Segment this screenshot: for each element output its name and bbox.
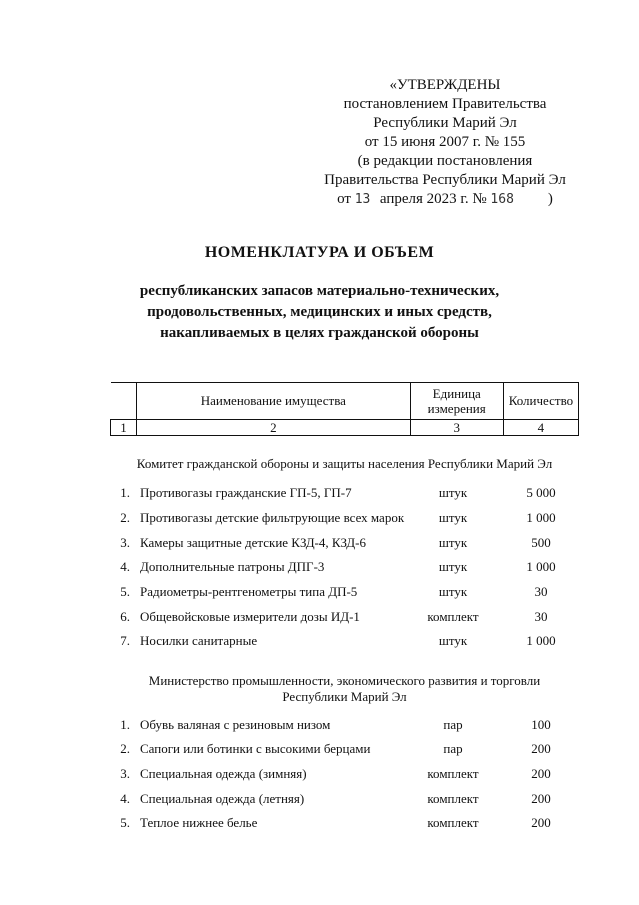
row-name: Радиометры-рентгенометры типа ДП-5 (140, 584, 358, 599)
row-quantity: 5 000 (526, 485, 556, 500)
row-unit: комплект (427, 791, 479, 806)
row-quantity: 100 (531, 717, 551, 732)
column-number-1: 1 (111, 420, 137, 436)
approval-line: Республики Марий Эл (373, 115, 517, 131)
table-row (110, 815, 579, 833)
row-number: 6. (120, 609, 130, 624)
subtitle-line: республиканских запасов материально-технических, (139, 283, 500, 299)
table-header (110, 382, 579, 436)
row-name: Общевойсковые измерители дозы ИД-1 (140, 609, 360, 624)
table-row (110, 791, 579, 809)
row-name: Специальная одежда (летняя) (140, 791, 305, 806)
row-quantity: 200 (531, 791, 551, 806)
approval-line: от 15 июня 2007 г. № 155 (364, 134, 526, 150)
row-unit: штук (438, 633, 468, 648)
approval-close-paren: ) (547, 191, 553, 207)
row-number: 2. (120, 741, 130, 756)
row-number: 4. (120, 559, 130, 574)
approval-line: постановлением Правительства (343, 96, 547, 112)
document-title: НОМЕНКЛАТУРА И ОБЪЕМ (204, 244, 435, 261)
row-name: Сапоги или ботинки с высокими берцами (140, 741, 371, 756)
approval-month-year: апреля 2023 г. № (379, 191, 487, 207)
row-quantity: 1 000 (526, 559, 556, 574)
row-unit: комплект (427, 815, 479, 830)
row-number: 5. (120, 815, 130, 830)
table-row (110, 717, 579, 735)
row-name: Теплое нижнее белье (140, 815, 258, 830)
row-number: 3. (120, 766, 130, 781)
approval-number-handwritten: 168 (490, 192, 514, 207)
row-unit: пар (443, 741, 463, 756)
row-number: 1. (120, 717, 130, 732)
row-quantity: 30 (534, 609, 548, 624)
approval-day-handwritten: 13 (354, 192, 371, 207)
section-title-ministry (110, 673, 579, 705)
row-quantity: 30 (534, 584, 548, 599)
section-title-line: Республики Марий Эл (282, 689, 407, 704)
header-unit-line: измерения (427, 401, 486, 416)
row-quantity: 200 (531, 815, 551, 830)
approval-line: Правительства Республики Марий Эл (324, 172, 566, 188)
row-name: Камеры защитные детские КЗД-4, КЗД-6 (140, 535, 366, 550)
header-cell-name: Наименование имущества (137, 383, 411, 420)
row-unit: штук (438, 485, 468, 500)
table-row (110, 485, 579, 503)
row-unit: пар (443, 717, 463, 732)
row-unit: комплект (427, 609, 479, 624)
approval-date-prefix: от (337, 191, 351, 207)
approval-block (300, 76, 590, 209)
column-number-4: 4 (503, 420, 578, 436)
row-number: 1. (120, 485, 130, 500)
approval-heading: «УТВЕРЖДЕНЫ (389, 77, 501, 93)
column-number-2: 2 (137, 420, 411, 436)
approval-line: (в редакции постановления (357, 153, 533, 169)
table-row (110, 510, 579, 528)
row-quantity: 1 000 (526, 633, 556, 648)
table-row (110, 584, 579, 602)
header-cell-unit (410, 383, 503, 420)
row-quantity: 1 000 (526, 510, 556, 525)
table-row (110, 741, 579, 759)
row-quantity: 200 (531, 766, 551, 781)
section-title-line: Министерство промышленности, экономического развития и торговли (148, 673, 541, 688)
row-unit: штук (438, 510, 468, 525)
row-number: 3. (120, 535, 130, 550)
row-unit: штук (438, 535, 468, 550)
row-quantity: 200 (531, 741, 551, 756)
row-number: 4. (120, 791, 130, 806)
row-name: Противогазы гражданские ГП-5, ГП-7 (140, 485, 352, 500)
row-unit: штук (438, 559, 468, 574)
row-name: Носилки санитарные (140, 633, 258, 648)
row-name: Дополнительные патроны ДПГ-3 (140, 559, 325, 574)
header-unit-line: Единица (432, 386, 481, 401)
document-subtitle (0, 281, 639, 344)
row-number: 5. (120, 584, 130, 599)
subtitle-line: накапливаемых в целях гражданской обороны (160, 325, 479, 341)
table-row (110, 633, 579, 651)
column-number-3: 3 (410, 420, 503, 436)
table-row (110, 609, 579, 627)
approval-date-line (300, 190, 590, 209)
row-name: Специальная одежда (зимняя) (140, 766, 307, 781)
row-unit: комплект (427, 766, 479, 781)
row-name: Обувь валяная с резиновым низом (140, 717, 331, 732)
row-quantity: 500 (531, 535, 551, 550)
row-unit: штук (438, 584, 468, 599)
row-name: Противогазы детские фильтрующие всех марок (140, 510, 405, 525)
row-number: 2. (120, 510, 130, 525)
section-title-line: Комитет гражданской обороны и защиты населения Республики Марий Эл (136, 456, 553, 471)
header-cell-number (111, 383, 137, 420)
table-row (110, 766, 579, 784)
row-number: 7. (120, 633, 130, 648)
subtitle-line: продовольственных, медицинских и иных средств, (147, 304, 492, 320)
table-row (110, 559, 579, 577)
header-cell-quantity: Количество (503, 383, 578, 420)
table-row (110, 535, 579, 553)
section-title-civil-defense (110, 456, 579, 472)
